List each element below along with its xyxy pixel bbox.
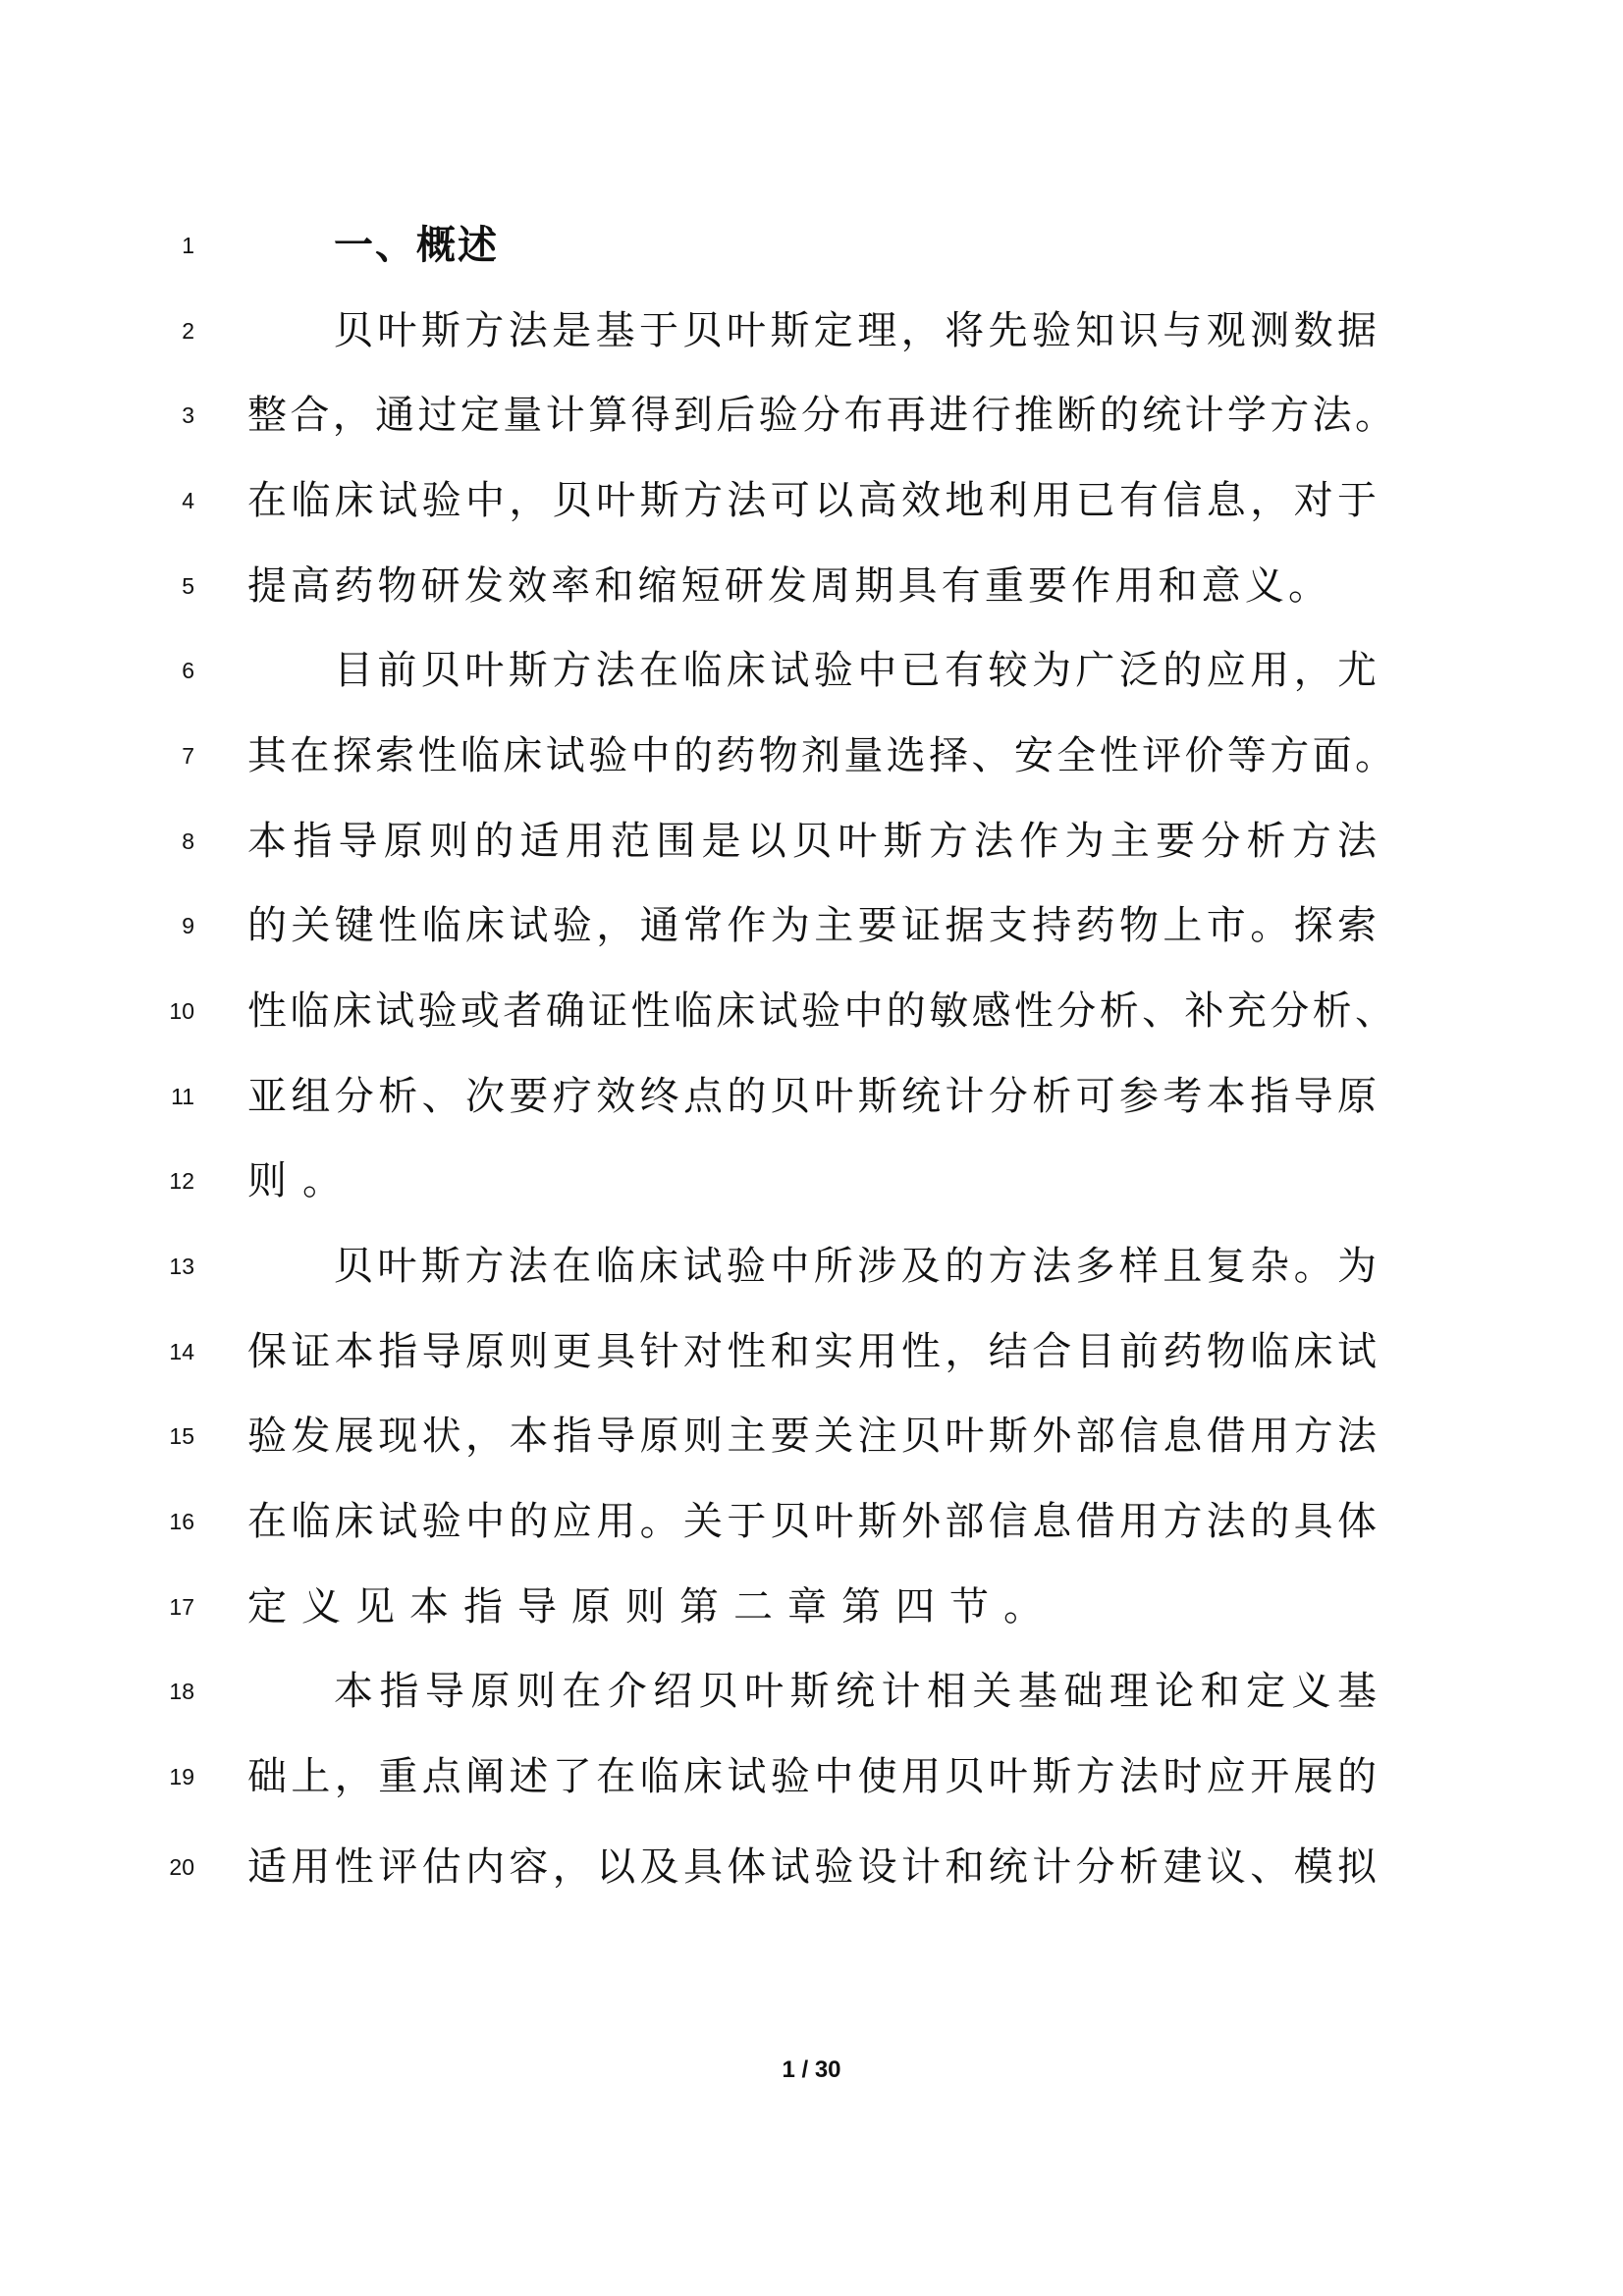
paragraph-line: 亚组分析、次要疗效终点的贝叶斯统计分析可参考本指导原 bbox=[247, 1074, 1377, 1119]
paragraph-line: 本指导原则在介绍贝叶斯统计相关基础理论和定义基 bbox=[334, 1669, 1377, 1714]
paragraph-line: 目前贝叶斯方法在临床试验中已有较为广泛的应用，尤 bbox=[334, 648, 1377, 693]
line-number: 14 bbox=[169, 1339, 194, 1364]
section-heading: 一、概述 bbox=[334, 223, 499, 268]
paragraph-line: 贝叶斯方法是基于贝叶斯定理，将先验知识与观测数据 bbox=[334, 308, 1377, 353]
line-17 bbox=[0, 1577, 1623, 1636]
line-number: 9 bbox=[182, 913, 194, 938]
paragraph-line: 的关键性临床试验，通常作为主要证据支持药物上市。探索 bbox=[247, 903, 1377, 948]
paragraph-line: 定义见本指导原则第二章第四节。 bbox=[247, 1584, 1057, 1629]
line-13 bbox=[0, 1237, 1623, 1296]
line-number: 12 bbox=[169, 1168, 194, 1194]
paragraph-line: 础上，重点阐述了在临床试验中使用贝叶斯方法时应开展的 bbox=[247, 1754, 1377, 1799]
paragraph-line: 其在探索性临床试验中的药物剂量选择、安全性评价等方面。 bbox=[247, 733, 1394, 778]
paragraph-line: 保证本指导原则更具针对性和实用性，结合目前药物临床试 bbox=[247, 1329, 1377, 1374]
line-19 bbox=[0, 1747, 1623, 1806]
paragraph-line: 则。 bbox=[247, 1158, 357, 1203]
line-number: 6 bbox=[182, 658, 194, 683]
line-number: 4 bbox=[182, 488, 194, 513]
paragraph-line: 提高药物研发效率和缩短研发周期具有重要作用和意义。 bbox=[247, 563, 1327, 609]
line-number: 19 bbox=[169, 1764, 194, 1789]
line-number: 15 bbox=[169, 1423, 194, 1449]
line-12 bbox=[0, 1151, 1623, 1210]
line-number: 16 bbox=[169, 1509, 194, 1534]
line-1 bbox=[0, 216, 1623, 275]
paragraph-line: 在临床试验中，贝叶斯方法可以高效地利用已有信息，对于 bbox=[247, 478, 1377, 523]
paragraph-line: 在临床试验中的应用。关于贝叶斯外部信息借用方法的具体 bbox=[247, 1499, 1377, 1544]
line-9 bbox=[0, 896, 1623, 955]
paragraph-line: 本指导原则的适用范围是以贝叶斯方法作为主要分析方法 bbox=[247, 819, 1377, 864]
line-3 bbox=[0, 386, 1623, 445]
paragraph-line: 适用性评估内容，以及具体试验设计和统计分析建议、模拟 bbox=[247, 1844, 1377, 1890]
line-number: 17 bbox=[169, 1594, 194, 1620]
line-16 bbox=[0, 1492, 1623, 1551]
paragraph-line: 验发展现状，本指导原则主要关注贝叶斯外部信息借用方法 bbox=[247, 1414, 1377, 1459]
paragraph-line: 性临床试验或者确证性临床试验中的敏感性分析、补充分析、 bbox=[247, 988, 1394, 1034]
line-number: 18 bbox=[169, 1679, 194, 1704]
line-number: 8 bbox=[182, 828, 194, 854]
line-4 bbox=[0, 471, 1623, 530]
line-number: 3 bbox=[182, 402, 194, 428]
line-number: 11 bbox=[171, 1084, 194, 1109]
line-number: 13 bbox=[169, 1254, 194, 1279]
page-number: 1 / 30 bbox=[782, 2056, 841, 2083]
line-number: 20 bbox=[169, 1854, 194, 1880]
line-number: 1 bbox=[182, 233, 194, 258]
line-number: 5 bbox=[182, 573, 194, 599]
line-20 bbox=[0, 1838, 1623, 1896]
line-15 bbox=[0, 1407, 1623, 1466]
line-5 bbox=[0, 557, 1623, 615]
line-number: 10 bbox=[169, 998, 194, 1024]
line-6 bbox=[0, 641, 1623, 700]
line-10 bbox=[0, 982, 1623, 1041]
line-number: 2 bbox=[182, 318, 194, 344]
paragraph-line: 整合，通过定量计算得到后验分布再进行推断的统计学方法。 bbox=[247, 393, 1394, 438]
paragraph-line: 贝叶斯方法在临床试验中所涉及的方法多样且复杂。为 bbox=[334, 1244, 1377, 1289]
line-14 bbox=[0, 1322, 1623, 1381]
line-8 bbox=[0, 812, 1623, 871]
line-11 bbox=[0, 1067, 1623, 1126]
line-7 bbox=[0, 726, 1623, 785]
line-2 bbox=[0, 301, 1623, 360]
line-number: 7 bbox=[182, 743, 194, 769]
line-18 bbox=[0, 1662, 1623, 1721]
